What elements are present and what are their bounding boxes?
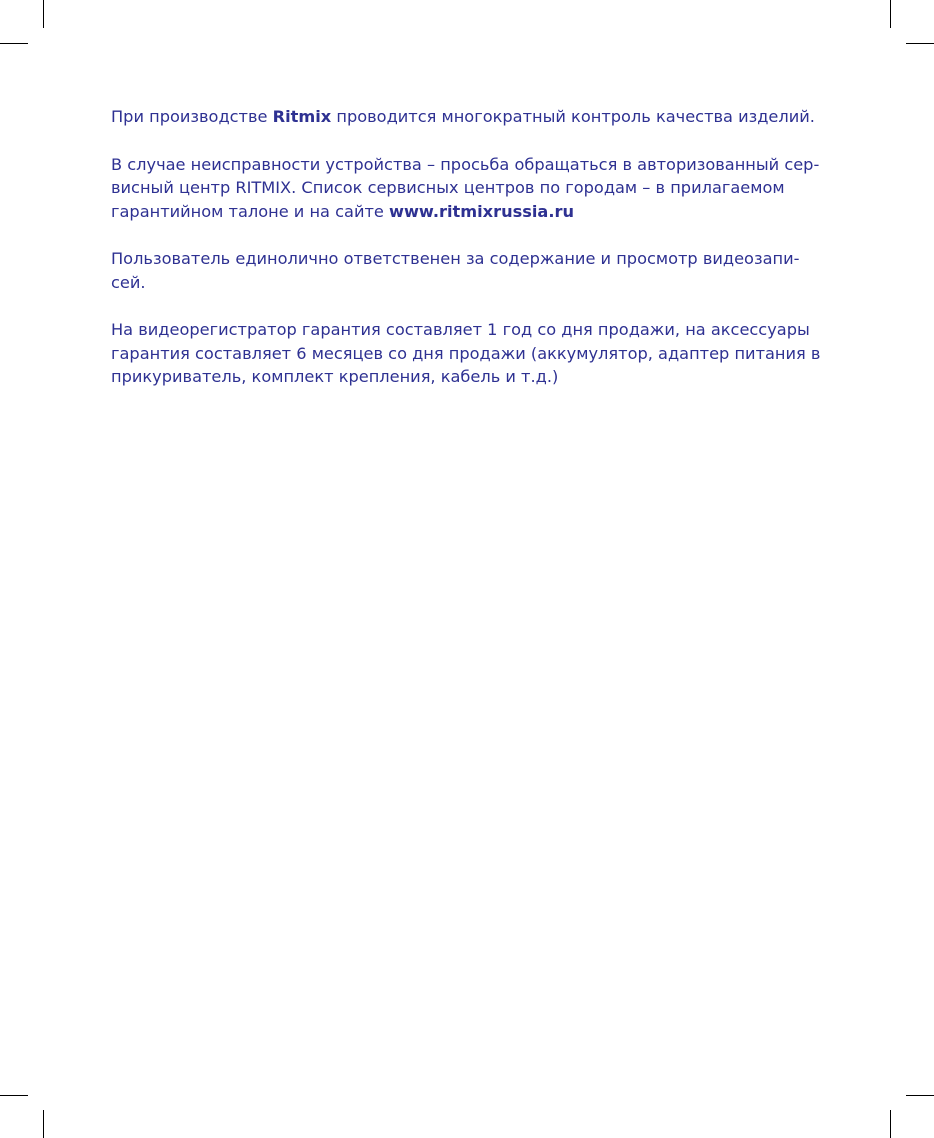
text-span: висный центр RITMIX. Список сервисных центров по городам – в прилагаемом: [111, 178, 785, 197]
paragraph-service-center: [111, 153, 851, 224]
text-line: [111, 271, 851, 295]
text-span: Пользователь единолично ответственен за содержание и просмотр видеозапи-: [111, 249, 800, 268]
text-line: [111, 247, 851, 271]
paragraph-user-responsibility: [111, 247, 851, 294]
crop-mark-bottom-right-v: [890, 1110, 891, 1138]
text-span: сей.: [111, 272, 146, 292]
text-line: [111, 105, 851, 129]
text-line: [111, 365, 851, 389]
text-span: прикуриватель, комплект крепления, кабель и т.д.): [111, 367, 559, 386]
website-link[interactable]: www.ritmixrussia.ru: [389, 201, 575, 221]
text-span: гарантийном талоне и на сайте: [111, 201, 389, 221]
text-span: При производстве: [111, 107, 273, 126]
brand-name: Ritmix: [272, 107, 332, 126]
text-line: [111, 318, 851, 342]
text-span: гарантия составляет 6 месяцев со дня продажи (аккумулятор, адаптер питания в: [111, 343, 821, 363]
text-line: [111, 200, 851, 224]
crop-mark-top-right-h: [906, 43, 934, 44]
crop-mark-top-right-v: [890, 0, 891, 28]
text-line: [111, 342, 851, 366]
text-span: проводится многократный контроль качества изделий.: [331, 107, 815, 126]
crop-mark-bottom-right-h: [906, 1095, 934, 1096]
crop-mark-bottom-left-v: [43, 1110, 44, 1138]
text-span: В случае неисправности устройства – просьба обращаться в авторизованный сер-: [111, 154, 820, 174]
text-line: [111, 153, 851, 177]
crop-mark-top-left-v: [43, 0, 44, 28]
document-body: [111, 105, 851, 413]
paragraph-warranty-terms: [111, 318, 851, 389]
crop-mark-top-left-h: [0, 43, 28, 44]
text-span: На видеорегистратор гарантия составляет 1 год со дня продажи, на аксессуары: [111, 320, 810, 339]
text-line: [111, 176, 851, 200]
crop-mark-bottom-left-h: [0, 1095, 28, 1096]
paragraph-quality-control: [111, 105, 851, 129]
